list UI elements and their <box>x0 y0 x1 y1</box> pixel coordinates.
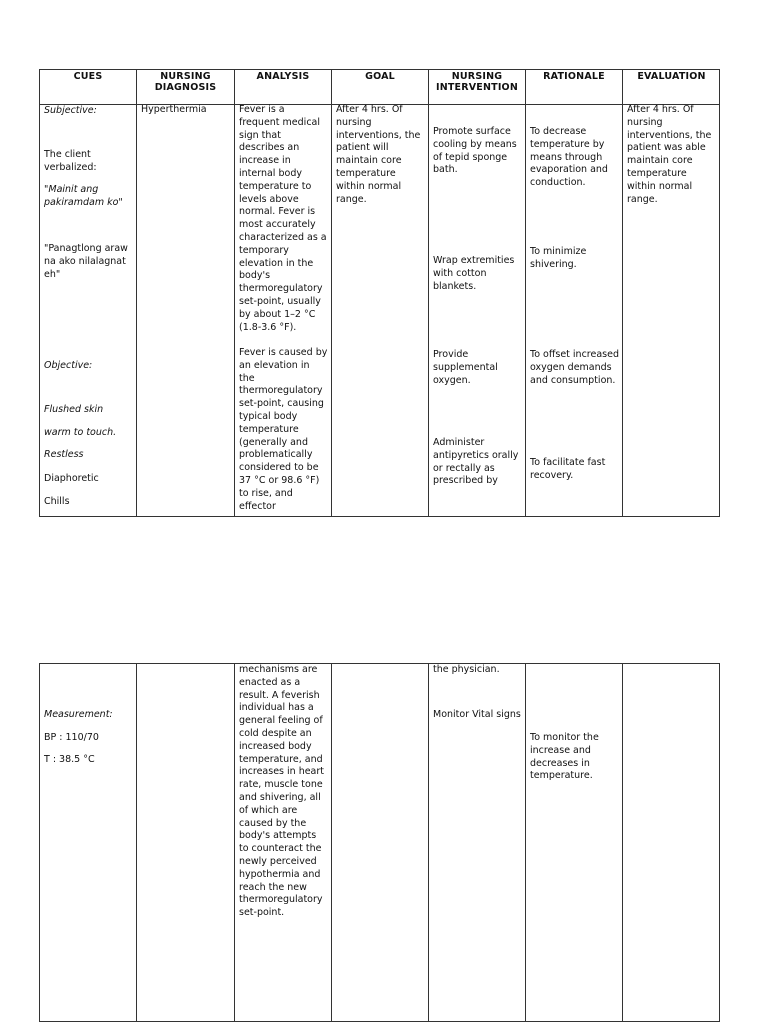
cue-flushed-skin: Flushed skin <box>44 404 104 415</box>
patient-quote-2: "Panagtlong araw na ako nilalagnat eh" <box>44 243 128 280</box>
column-analysis <box>235 70 332 516</box>
nursing-care-plan-table-continued <box>39 663 720 1022</box>
column-cues <box>40 70 137 516</box>
column-rationale-continued <box>526 664 623 1021</box>
column-rationale <box>526 70 623 516</box>
intervention-4-continued: the physician. <box>433 664 500 675</box>
intervention-4: Administer antipyretics orally or rectally as prescribed by <box>433 437 519 487</box>
temperature-reading: T : 38.5 °C <box>44 754 95 765</box>
column-analysis-continued <box>235 664 332 1021</box>
column-diagnosis <box>137 70 235 516</box>
rationale-monitor: To monitor the increase and decreases in temperature. <box>530 732 599 782</box>
intervention-1: Promote surface cooling by means of tepid sponge bath. <box>433 126 517 176</box>
header-intervention: NURSING INTERVENTION <box>435 71 518 93</box>
column-evaluation-continued <box>623 664 720 1021</box>
patient-quote-1: "Mainit ang pakiramdam ko" <box>44 184 123 208</box>
column-intervention-continued <box>429 664 526 1021</box>
measurement-label: Measurement: <box>44 709 113 720</box>
rationale-3: To offset increased oxygen demands and consumption. <box>530 349 619 386</box>
column-goal-continued <box>332 664 429 1021</box>
analysis-paragraph-1: Fever is a frequent medical sign that describes an increase in internal body temperature to levels above normal. Fever is most accurately characterized as a temporary elevation in the body's thermoregulatory set-point, usually by about 1–2 °C (1.8-3.6 °F). <box>239 104 327 333</box>
client-verbalized: The client verbalized: <box>44 149 97 173</box>
nursing-care-plan-table <box>39 69 720 517</box>
rationale-2: To minimize shivering. <box>530 246 587 270</box>
rationale-4: To facilitate fast recovery. <box>530 457 606 481</box>
header-cues: CUES <box>73 71 103 82</box>
header-rationale: RATIONALE <box>543 71 605 82</box>
cue-chills: Chills <box>44 496 70 507</box>
blood-pressure: BP : 110/70 <box>44 732 99 743</box>
header-analysis: ANALYSIS <box>256 71 310 82</box>
intervention-monitor-vitals: Monitor Vital signs <box>433 709 521 720</box>
cue-diaphoretic: Diaphoretic <box>44 473 99 484</box>
analysis-continued: mechanisms are enacted as a result. A feverish individual has a general feeling of cold despite an increased body temperature, and increases in heart rate, muscle tone and shivering, all of which are caused by the body's attempts to counteract the newly perceived hypothermia and reach the new thermoregulatory set-point. <box>239 664 325 919</box>
rationale-1: To decrease temperature by means through evaporation and conduction. <box>530 126 608 189</box>
header-diagnosis: NURSING DIAGNOSIS <box>154 71 217 93</box>
column-evaluation <box>623 70 720 516</box>
intervention-3: Provide supplemental oxygen. <box>433 349 498 386</box>
subjective-label: Subjective: <box>44 105 97 116</box>
analysis-paragraph-2: Fever is caused by an elevation in the thermoregulatory set-point, causing typical body temperature (generally and problematically considered to be 37 °C or 98.6 °F) to rise, and effector <box>239 347 328 512</box>
cue-restless: Restless <box>44 449 84 460</box>
goal-text: After 4 hrs. Of nursing interventions, the patient will maintain core temperature within normal range. <box>336 104 421 205</box>
header-goal: GOAL <box>365 71 395 82</box>
column-goal <box>332 70 429 516</box>
column-cues-continued <box>40 664 137 1021</box>
cue-warm-to-touch: warm to touch. <box>44 427 117 438</box>
objective-label: Objective: <box>44 360 93 371</box>
header-evaluation: EVALUATION <box>637 71 706 82</box>
intervention-2: Wrap extremities with cotton blankets. <box>433 255 515 292</box>
diagnosis-text: Hyperthermia <box>141 104 207 115</box>
column-diagnosis-continued <box>137 664 235 1021</box>
column-intervention <box>429 70 526 516</box>
evaluation-text: After 4 hrs. Of nursing interventions, the patient was able maintain core temperature within normal range. <box>627 104 712 205</box>
